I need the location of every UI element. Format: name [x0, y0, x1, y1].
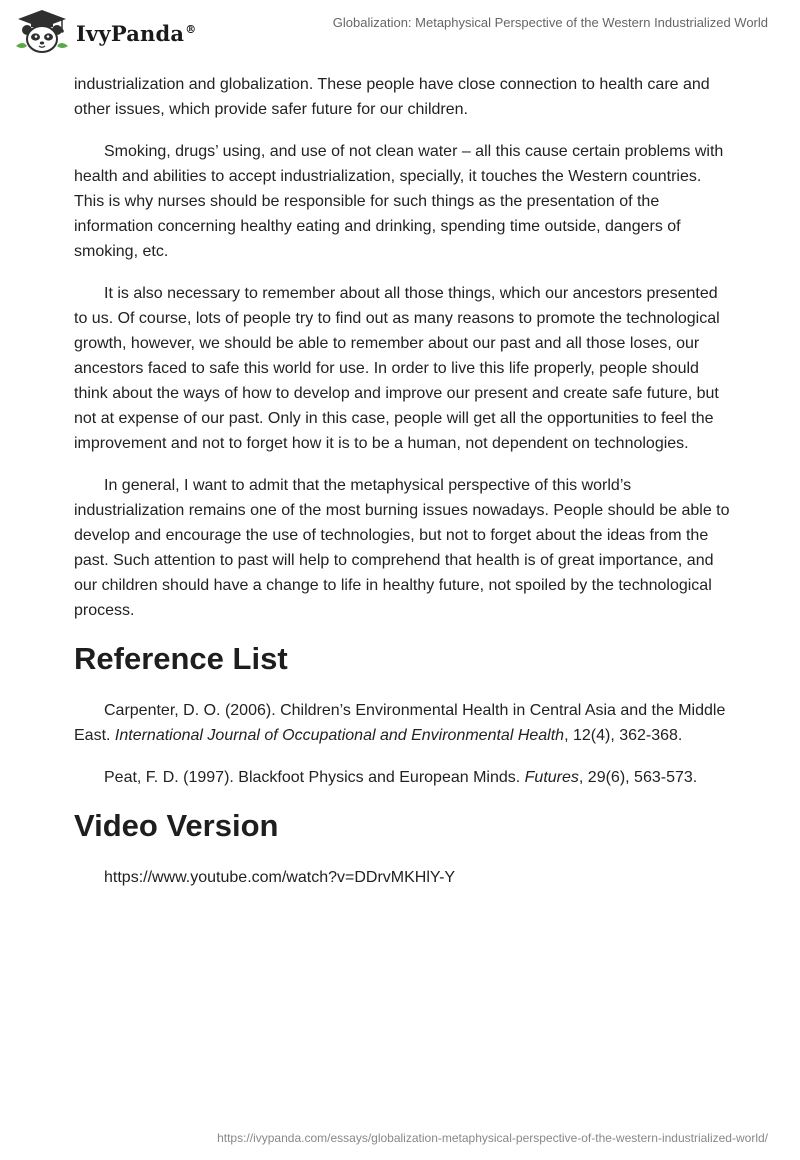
footer-url[interactable]: https://ivypanda.com/essays/globalization-metaphysical-perspective-of-the-western-industrialized-world/	[217, 1131, 768, 1145]
reference-list-heading: Reference List	[74, 641, 288, 676]
paragraph-continuation: industrialization and globalization. These people have close connection to health care and other issues, which provide safer future for our children.	[74, 76, 710, 118]
paragraph-smoking: Smoking, drugs’ using, and use of not clean water – all this cause certain problems with health and abilities to accept industrialization, specially, it touches the Western countries. This is why nurses should be responsible for such things as the presentation of the information concerning healthy eating and drinking, spending time outside, dangers of smoking, etc.	[74, 143, 724, 260]
video-url-link[interactable]: https://www.youtube.com/watch?v=DDrvMKHlY-Y	[104, 869, 456, 886]
video-version-heading: Video Version	[74, 808, 279, 843]
essay-content	[74, 72, 730, 907]
reference-list	[74, 698, 730, 790]
reference-item-carpenter: Carpenter, D. O. (2006). Children’s Environmental Health in Central Asia and the Middle East. International Journal of Occupational and Environmental Health, 12(4), 362-368.	[74, 702, 726, 744]
logo[interactable]	[14, 8, 196, 54]
logo-text: IvyPanda®	[76, 20, 197, 46]
running-title: Globalization: Metaphysical Perspective of the Western Industrialized World	[332, 15, 768, 30]
panda-logo-icon	[14, 8, 70, 54]
reference-item-peat: Peat, F. D. (1997). Blackfoot Physics and European Minds. Futures, 29(6), 563-573.	[104, 769, 698, 786]
page-header	[0, 0, 800, 62]
paragraph-conclusion: In general, I want to admit that the metaphysical perspective of this world’s industrialization remains one of the most burning issues nowadays. People should be able to develop and encourage the use of technologies, but not to forget about the ideas from the past. Such attention to past will help to comprehend that health is of great importance, and our children should have a change to life in healthy future, not spoiled by the technological process.	[74, 477, 730, 619]
paragraph-ancestors: It is also necessary to remember about all those things, which our ancestors presented to us. Of course, lots of people try to find out as many reasons to promote the technological growth, however, we should be able to remember about our past and all those loses, our ancestors faced to safe this world for use. In order to live this life properly, people should think about the ways of how to develop and improve our present and create safe future, but not at expense of our past. Only in this case, people will get all the opportunities to feel the improvement and not to forget how it is to be a human, not dependent on technologies.	[74, 285, 720, 452]
